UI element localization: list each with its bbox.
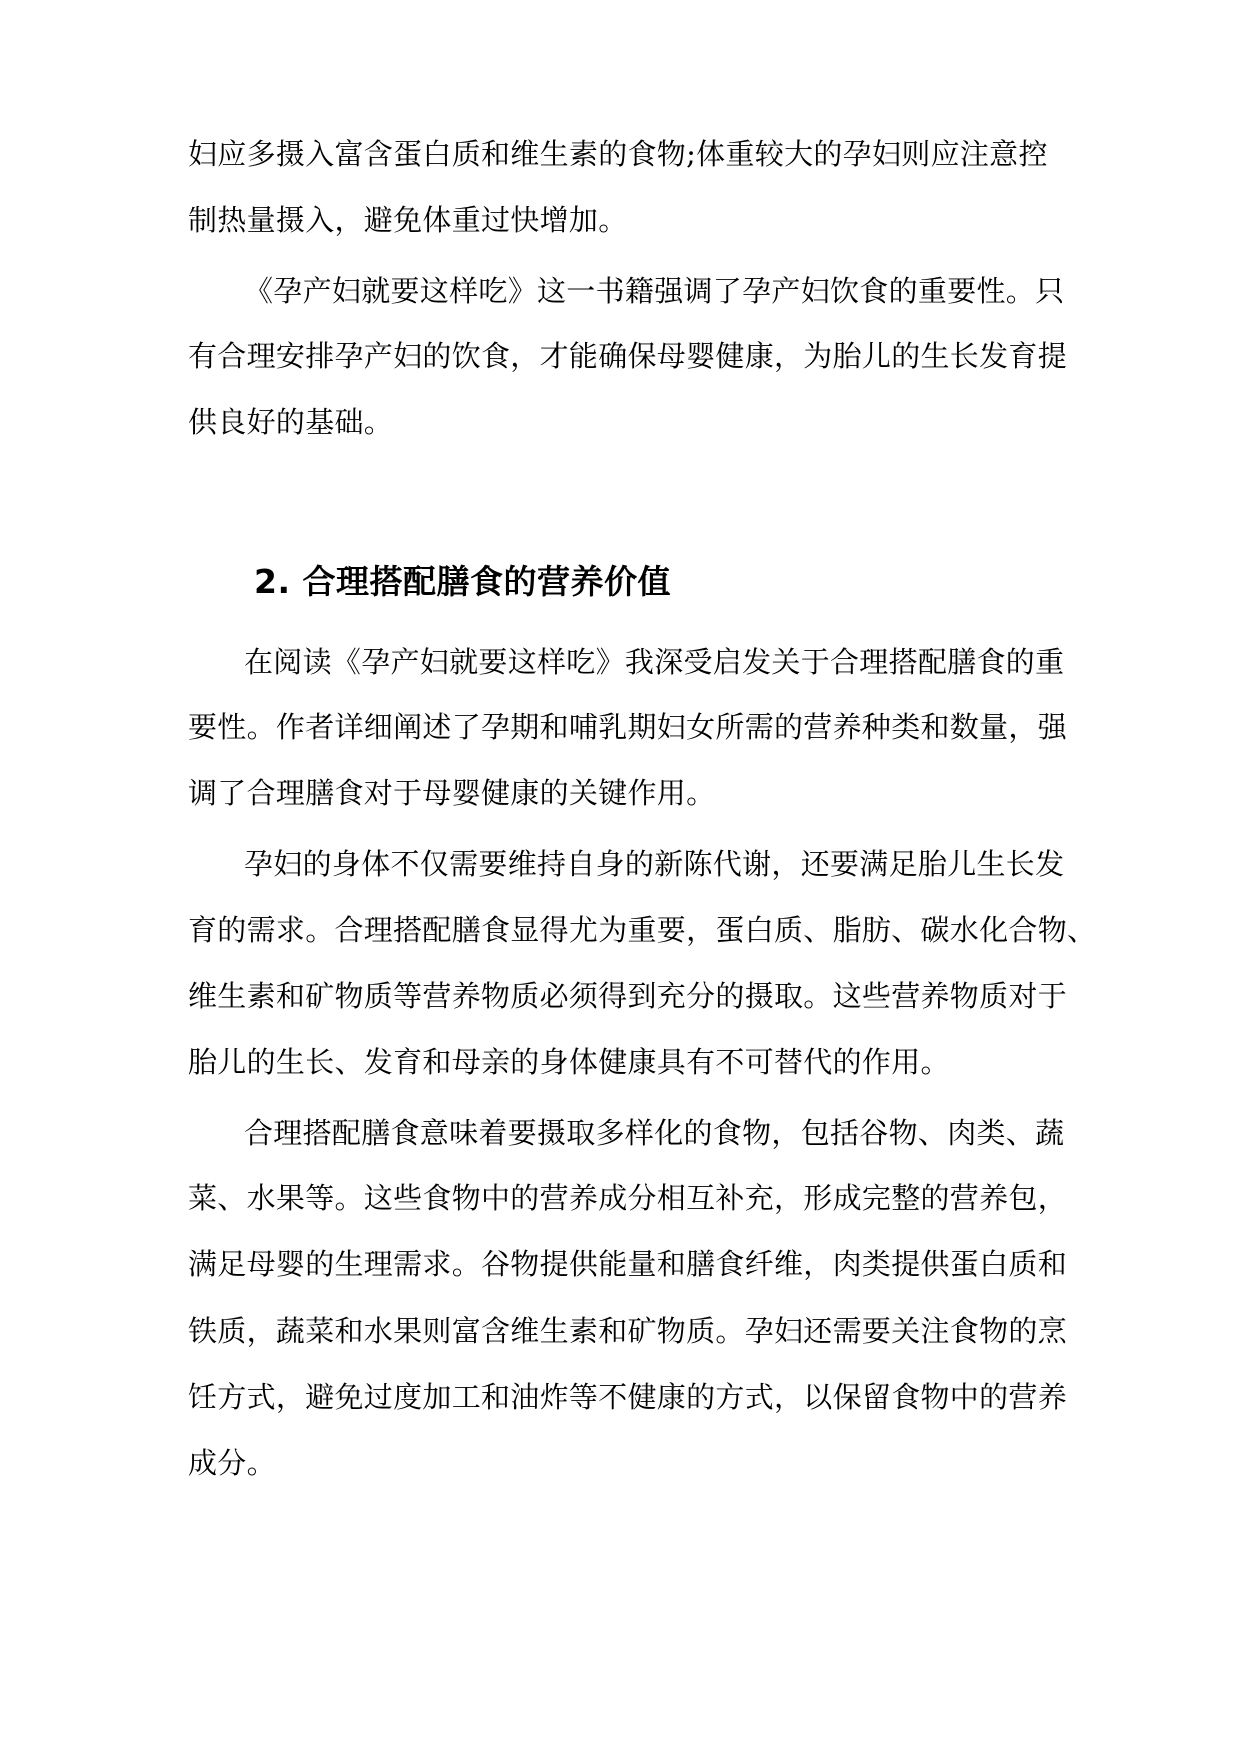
paragraph-line: 孕妇的身体不仅需要维持自身的新陈代谢，还要满足胎儿生长发 <box>244 847 1065 881</box>
paragraph-line: 满足母婴的生理需求。谷物提供能量和膳食纤维，肉类提供蛋白质和 <box>188 1247 1068 1281</box>
paragraph-line: 胎儿的生长、发育和母亲的身体健康具有不可替代的作用。 <box>188 1045 950 1079</box>
paragraph-line: 供良好的基础。 <box>188 405 394 439</box>
paragraph-line: 《孕产妇就要这样吃》这一书籍强调了孕产妇饮食的重要性。只 <box>244 274 1065 308</box>
section-heading: 2. 合理搭配膳食的营养价值 <box>254 562 671 601</box>
paragraph-line: 在阅读《孕产妇就要这样吃》我深受启发关于合理搭配膳食的重 <box>244 645 1065 679</box>
paragraph-line: 育的需求。合理搭配膳食显得尤为重要，蛋白质、脂肪、碳水化合物、 <box>188 913 1097 947</box>
paragraph-line: 成分。 <box>188 1446 276 1480</box>
paragraph-line: 合理搭配膳食意味着要摄取多样化的食物，包括谷物、肉类、蔬 <box>244 1116 1065 1150</box>
paragraph-line: 维生素和矿物质等营养物质必须得到充分的摄取。这些营养物质对于 <box>188 979 1068 1013</box>
paragraph-line: 菜、水果等。这些食物中的营养成分相互补充，形成完整的营养包， <box>188 1181 1068 1215</box>
paragraph-line: 妇应多摄入富含蛋白质和维生素的食物;体重较大的孕妇则应注意控 <box>188 137 1048 171</box>
paragraph-line: 调了合理膳食对于母婴健康的关键作用。 <box>188 776 716 810</box>
paragraph-line: 铁质，蔬菜和水果则富含维生素和矿物质。孕妇还需要关注食物的烹 <box>188 1314 1068 1348</box>
paragraph-line: 饪方式，避免过度加工和油炸等不健康的方式，以保留食物中的营养 <box>188 1380 1068 1414</box>
paragraph-line: 有合理安排孕产妇的饮食，才能确保母婴健康，为胎儿的生长发育提 <box>188 339 1068 373</box>
paragraph-line: 制热量摄入，避免体重过快增加。 <box>188 203 628 237</box>
paragraph-line: 要性。作者详细阐述了孕期和哺乳期妇女所需的营养种类和数量，强 <box>188 710 1068 744</box>
